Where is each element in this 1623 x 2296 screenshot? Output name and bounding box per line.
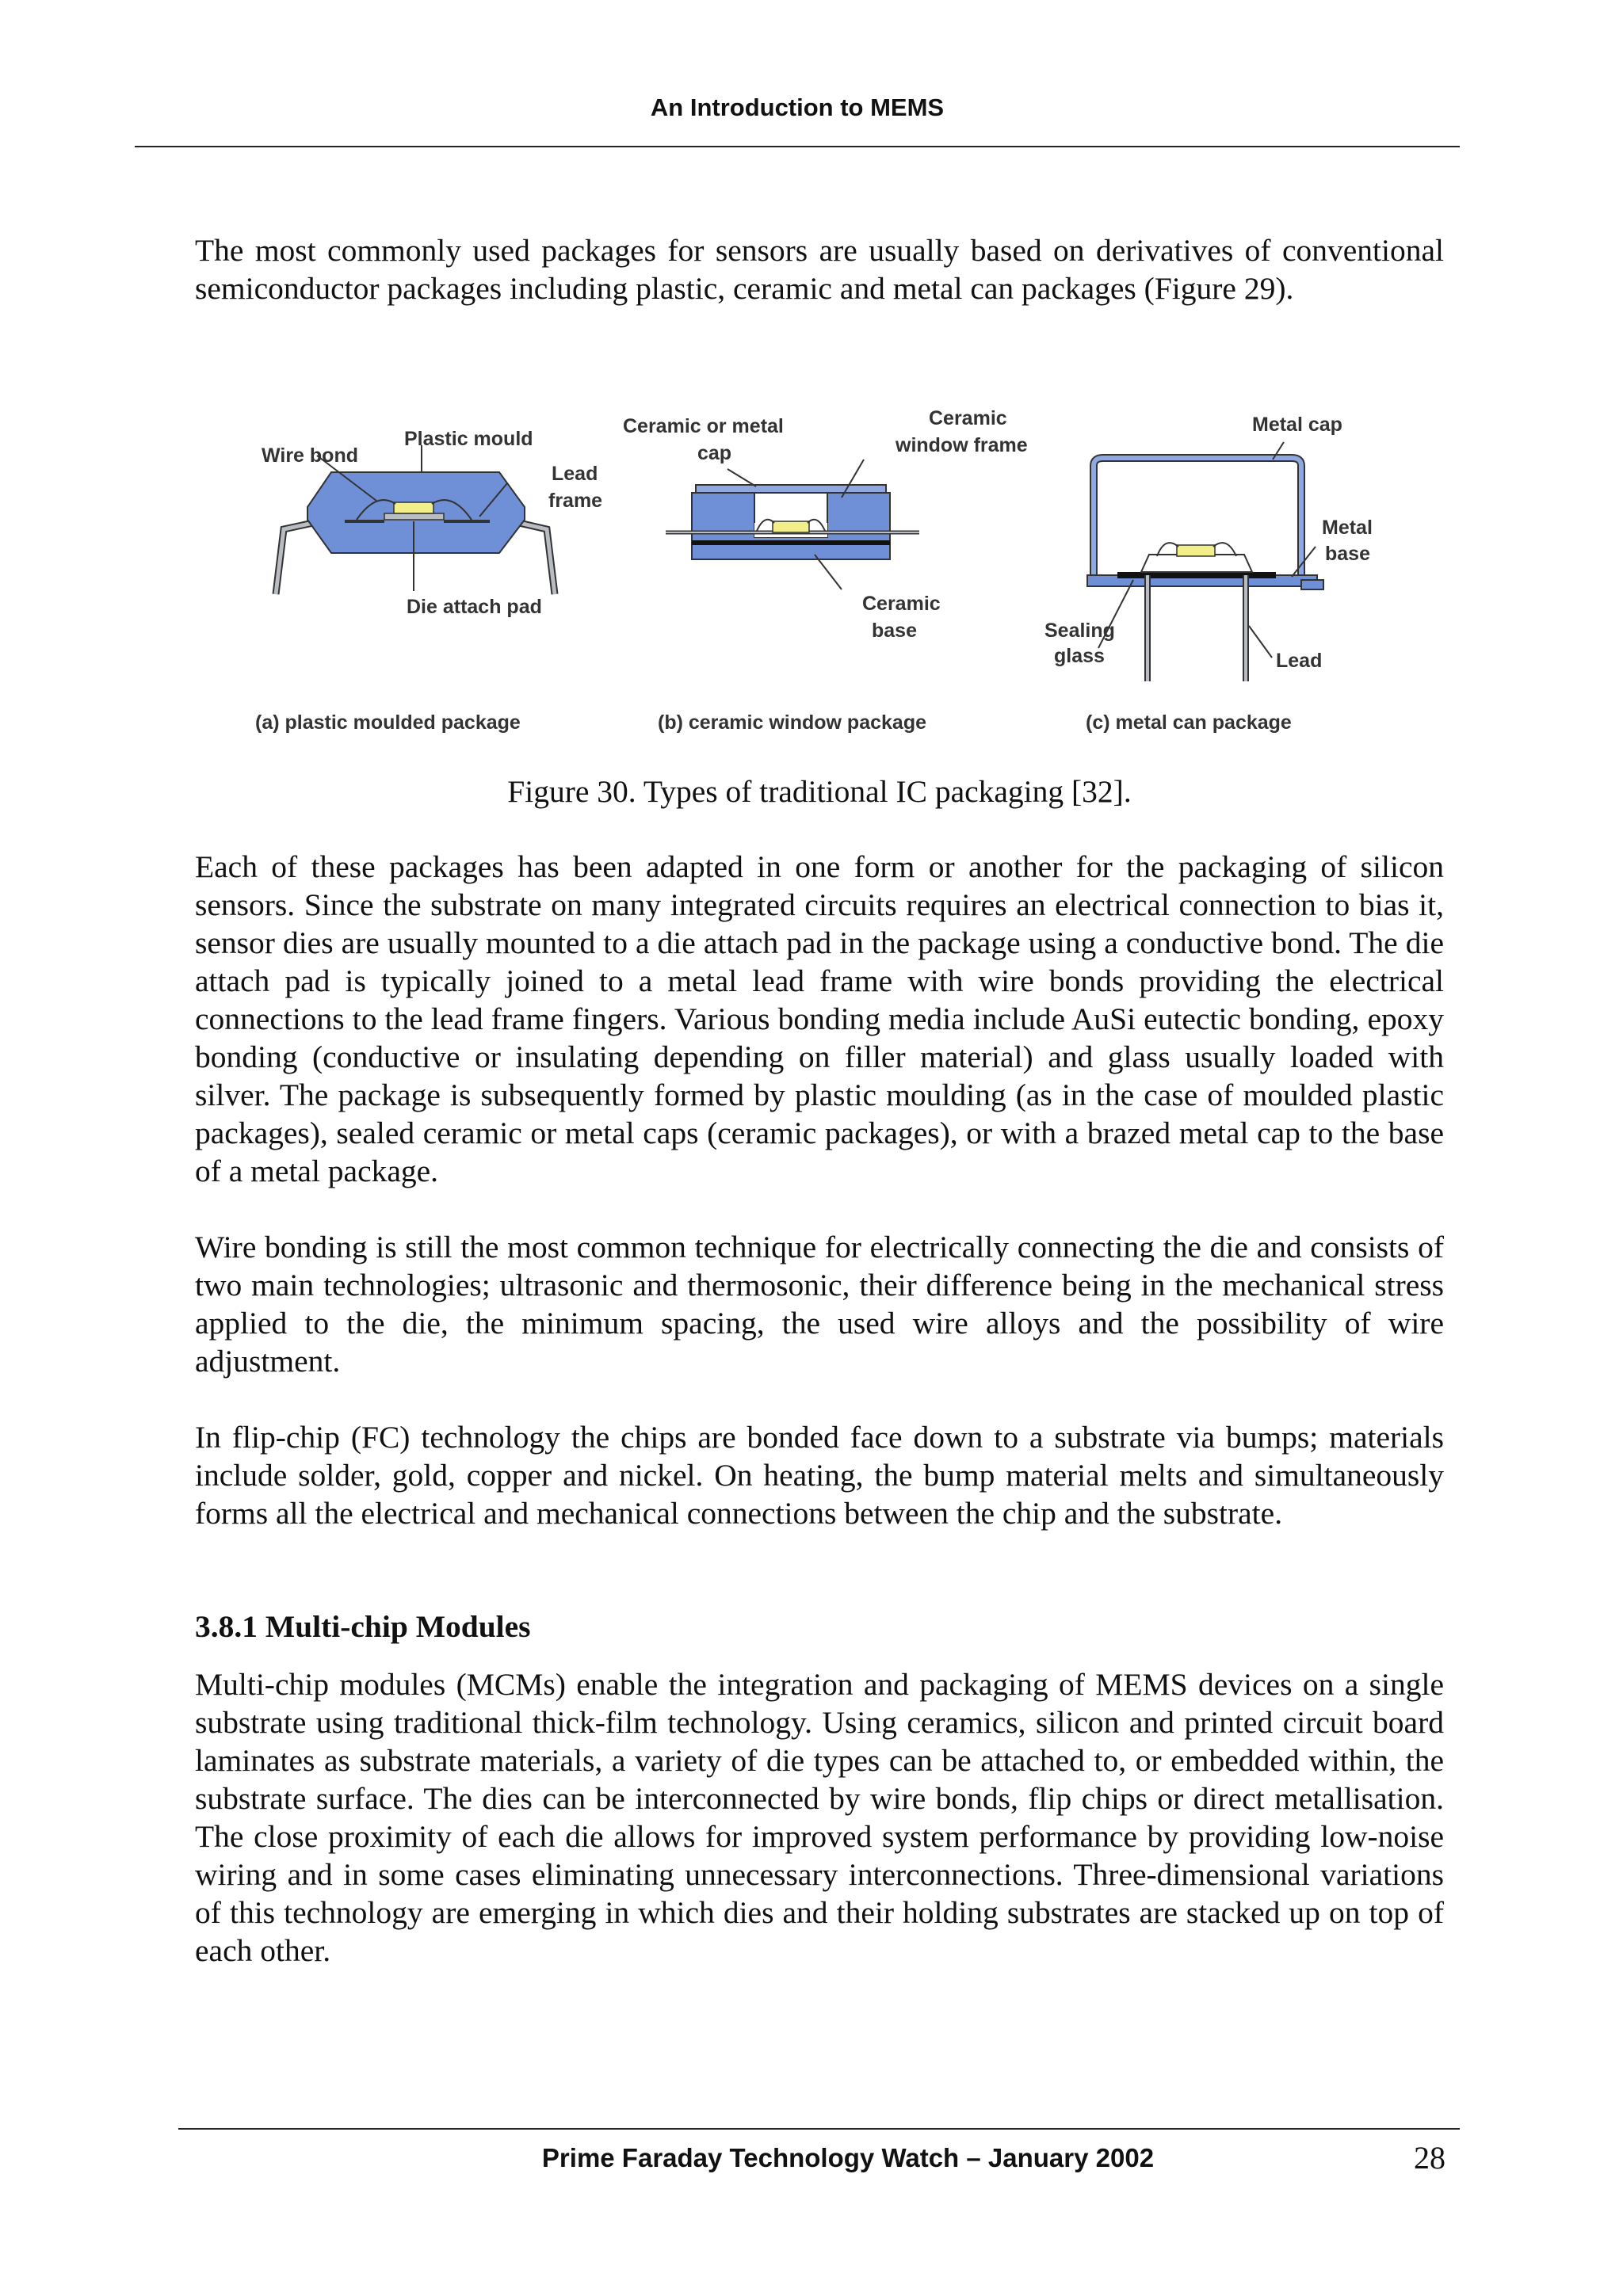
label-ceramic-or-metal: Ceramic or metal — [623, 415, 784, 437]
label-metal: Metal — [1322, 517, 1373, 539]
label-cap: cap — [697, 442, 732, 464]
leader-lead-c — [1249, 626, 1272, 658]
ceramic-window-package — [623, 407, 1028, 734]
label-ceramic-window: Ceramic — [929, 407, 1007, 429]
section-heading: 3.8.1 Multi-chip Modules — [195, 1609, 531, 1644]
label-base: base — [1325, 543, 1370, 565]
paragraph-wire-bonding: Wire bonding is still the most common technique for electrically connecting the die and consists of two main technologies; ultrasonic and thermosonic, their difference being in the mechanical stress applied to the die, the minimum spacing, the used wire alloys and the possibility of wire adjustment. — [195, 1230, 1444, 1379]
paragraph-flip-chip: In flip-chip (FC) technology the chips are bonded face down to a substrate via bumps; materials include solder, gold, copper and nickel. On heating, the bump material melts and simultaneously forms all the electrical and mechanical connections between the chip and the substrate. — [195, 1420, 1444, 1531]
label-frame: frame — [548, 490, 603, 512]
label-lead: Lead — [552, 463, 598, 485]
header-block — [1141, 555, 1252, 572]
label-metal-cap: Metal cap — [1252, 414, 1342, 436]
label-sealing: Sealing — [1044, 620, 1115, 642]
seal-layer-b — [692, 540, 890, 545]
paragraph-intro: The most commonly used packages for sensors are usually based on derivatives of conventional semiconductor packages including plastic, ceramic and metal can packages (Figure 29). — [195, 233, 1444, 306]
paragraph-mcm: Multi-chip modules (MCMs) enable the integration and packaging of MEMS devices on a single substrate using traditional thick-film technology. Using ceramics, silicon and printed circuit board laminates as substrate materials, a variety of die types can be attached to, or embedded within, the substrate surface. The dies can be interconnected by wire bonds, flip chips or direct metallisation. The close proximity of each die allows for improved system performance by providing low-noise wiring and in some cases eliminating unnecessary interconnections. Three-dimensional variations of this technology are emerging in which dies and their holding substrates are stacked up on top of each other. — [195, 1667, 1444, 1968]
packaging-diagram — [238, 396, 1395, 761]
sealing-glass-shape — [1117, 572, 1276, 578]
label-wire-bond: Wire bond — [262, 444, 358, 467]
metal-can-package — [1044, 414, 1373, 734]
figure-caption: Figure 30. Types of traditional IC packaging [32]. — [507, 774, 1132, 809]
ceramic-or-metal-cap-shape — [696, 485, 886, 493]
plastic-moulded-package — [255, 428, 602, 734]
page-number: 28 — [1414, 2140, 1445, 2176]
running-header: An Introduction to MEMS — [650, 93, 945, 121]
die-attach-pad-shape — [384, 513, 444, 520]
die-c — [1177, 545, 1215, 556]
label-ceramic-base-1: Ceramic — [862, 593, 941, 615]
subcaption-b: (b) ceramic window package — [658, 711, 926, 734]
label-window-frame: window frame — [896, 434, 1028, 456]
subcaption-a: (a) plastic moulded package — [255, 711, 521, 734]
metal-base-flange — [1301, 580, 1323, 589]
label-lead-c: Lead — [1276, 650, 1323, 672]
die-a — [394, 502, 433, 513]
die-b — [773, 521, 809, 532]
footer-rule — [178, 2128, 1460, 2130]
label-ceramic-base-2: base — [872, 620, 917, 642]
label-die-attach-pad: Die attach pad — [407, 596, 542, 618]
paragraph-adapted: Each of these packages has been adapted in one form or another for the packaging of silicon sensors. Since the substrate on many integrated circuits requires an electrical connection to bias it, sensor dies are usually mounted to a die attach pad in the package using a conductive bond. The die attach pad is typically joined to a metal lead frame with wire bonds providing the electrical connections to the lead frame fingers. Various bonding media include AuSi eutectic bonding, epoxy bonding (conductive or insulating depending on filler material) and glass usually loaded with silver. The package is subsequently formed by plastic moulding (as in the case of moulded plastic packages), sealed ceramic or metal caps (ceramic packages), or with a brazed metal cap to the base of a metal package. — [195, 849, 1444, 1188]
figure-ic-packaging — [238, 396, 1395, 761]
footer-text: Prime Faraday Technology Watch – January 2002 — [541, 2143, 1155, 2172]
header-rule — [135, 146, 1460, 147]
label-plastic-mould: Plastic mould — [404, 428, 533, 450]
subcaption-c: (c) metal can package — [1086, 711, 1292, 734]
label-glass: glass — [1054, 645, 1105, 667]
leader-cap — [727, 469, 756, 486]
